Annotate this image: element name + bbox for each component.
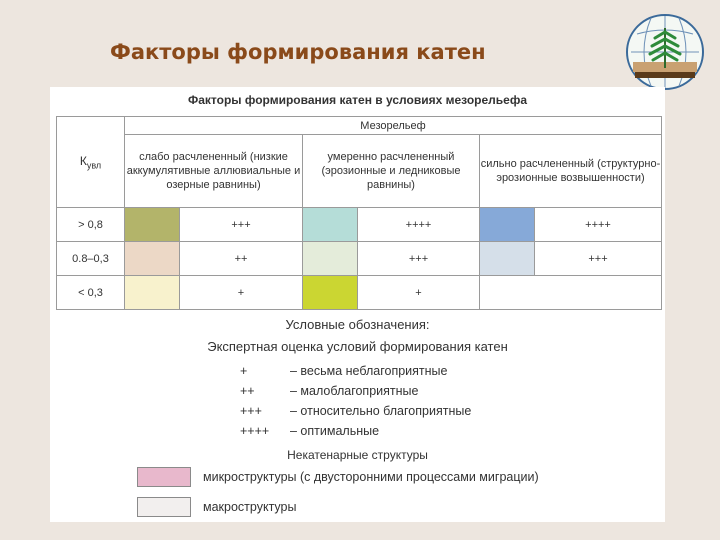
legend-text: – малоблагоприятные bbox=[290, 384, 419, 398]
column-header-weak: слабо расчлененный (низкие аккумулятивные аллювиальные и озерные равнины) bbox=[125, 135, 303, 208]
legend-symbol: +++ bbox=[240, 404, 262, 418]
color-cell bbox=[303, 276, 358, 310]
color-cell bbox=[125, 276, 180, 310]
column-header-strong: сильно расчлененный (структурно-эрозионные возвышенности) bbox=[480, 135, 662, 208]
legend-text: – весьма неблагоприятные bbox=[290, 364, 448, 378]
noncatena-title: Некатенарные структуры bbox=[287, 448, 428, 462]
legend-item bbox=[240, 424, 379, 438]
k-label: К bbox=[79, 153, 87, 168]
rating-cell: ++++ bbox=[535, 208, 662, 242]
noncatena-text: микроструктуры (с двусторонними процессами миграции) bbox=[203, 470, 539, 484]
rating-cell: +++ bbox=[358, 242, 480, 276]
legend-item bbox=[240, 404, 471, 418]
color-cell bbox=[303, 242, 358, 276]
color-cell bbox=[125, 242, 180, 276]
noncatena-item bbox=[137, 466, 539, 488]
content-panel bbox=[50, 87, 665, 522]
rating-cell: +++ bbox=[535, 242, 662, 276]
k-value: < 0,3 bbox=[57, 276, 125, 310]
legend-item bbox=[240, 384, 418, 398]
rating-cell: ++++ bbox=[358, 208, 480, 242]
color-cell bbox=[480, 242, 535, 276]
k-value: > 0,8 bbox=[57, 208, 125, 242]
table-row bbox=[57, 276, 662, 310]
noncatena-item bbox=[137, 496, 296, 518]
k-header bbox=[57, 117, 125, 208]
legend-symbol: + bbox=[240, 364, 248, 378]
mesorelief-header: Мезорельеф bbox=[125, 117, 662, 135]
rating-cell: + bbox=[358, 276, 480, 310]
color-swatch bbox=[137, 497, 191, 517]
legend-item bbox=[240, 364, 448, 378]
rating-cell: +++ bbox=[180, 208, 303, 242]
color-cell bbox=[480, 208, 535, 242]
color-cell bbox=[303, 208, 358, 242]
tree-globe-logo bbox=[623, 12, 707, 92]
table-row bbox=[57, 242, 662, 276]
table-title: Факторы формирования катен в условиях мезорельефа bbox=[187, 93, 528, 107]
legend-text: – относительно благоприятные bbox=[290, 404, 472, 418]
catena-table bbox=[56, 116, 662, 310]
rating-cell: + bbox=[180, 276, 303, 310]
noncatena-text: макроструктуры bbox=[203, 500, 297, 514]
rating-cell: ++ bbox=[180, 242, 303, 276]
column-header-moderate: умеренно расчлененный (эрозионные и ледниковые равнины) bbox=[303, 135, 480, 208]
k-subscript: увл bbox=[86, 160, 102, 171]
legend-symbol: ++++ bbox=[240, 424, 270, 438]
table-row bbox=[57, 208, 662, 242]
legend-symbol: ++ bbox=[240, 384, 255, 398]
color-swatch bbox=[137, 467, 191, 487]
empty-cell bbox=[480, 276, 662, 310]
slide-title: Факторы формирования катен bbox=[110, 40, 486, 64]
legend-text: – оптимальные bbox=[290, 424, 380, 438]
legend-title: Условные обозначения: bbox=[285, 317, 430, 332]
color-cell bbox=[125, 208, 180, 242]
k-value: 0.8–0,3 bbox=[57, 242, 125, 276]
legend-subtitle: Экспертная оценка условий формирования катен bbox=[207, 339, 508, 354]
